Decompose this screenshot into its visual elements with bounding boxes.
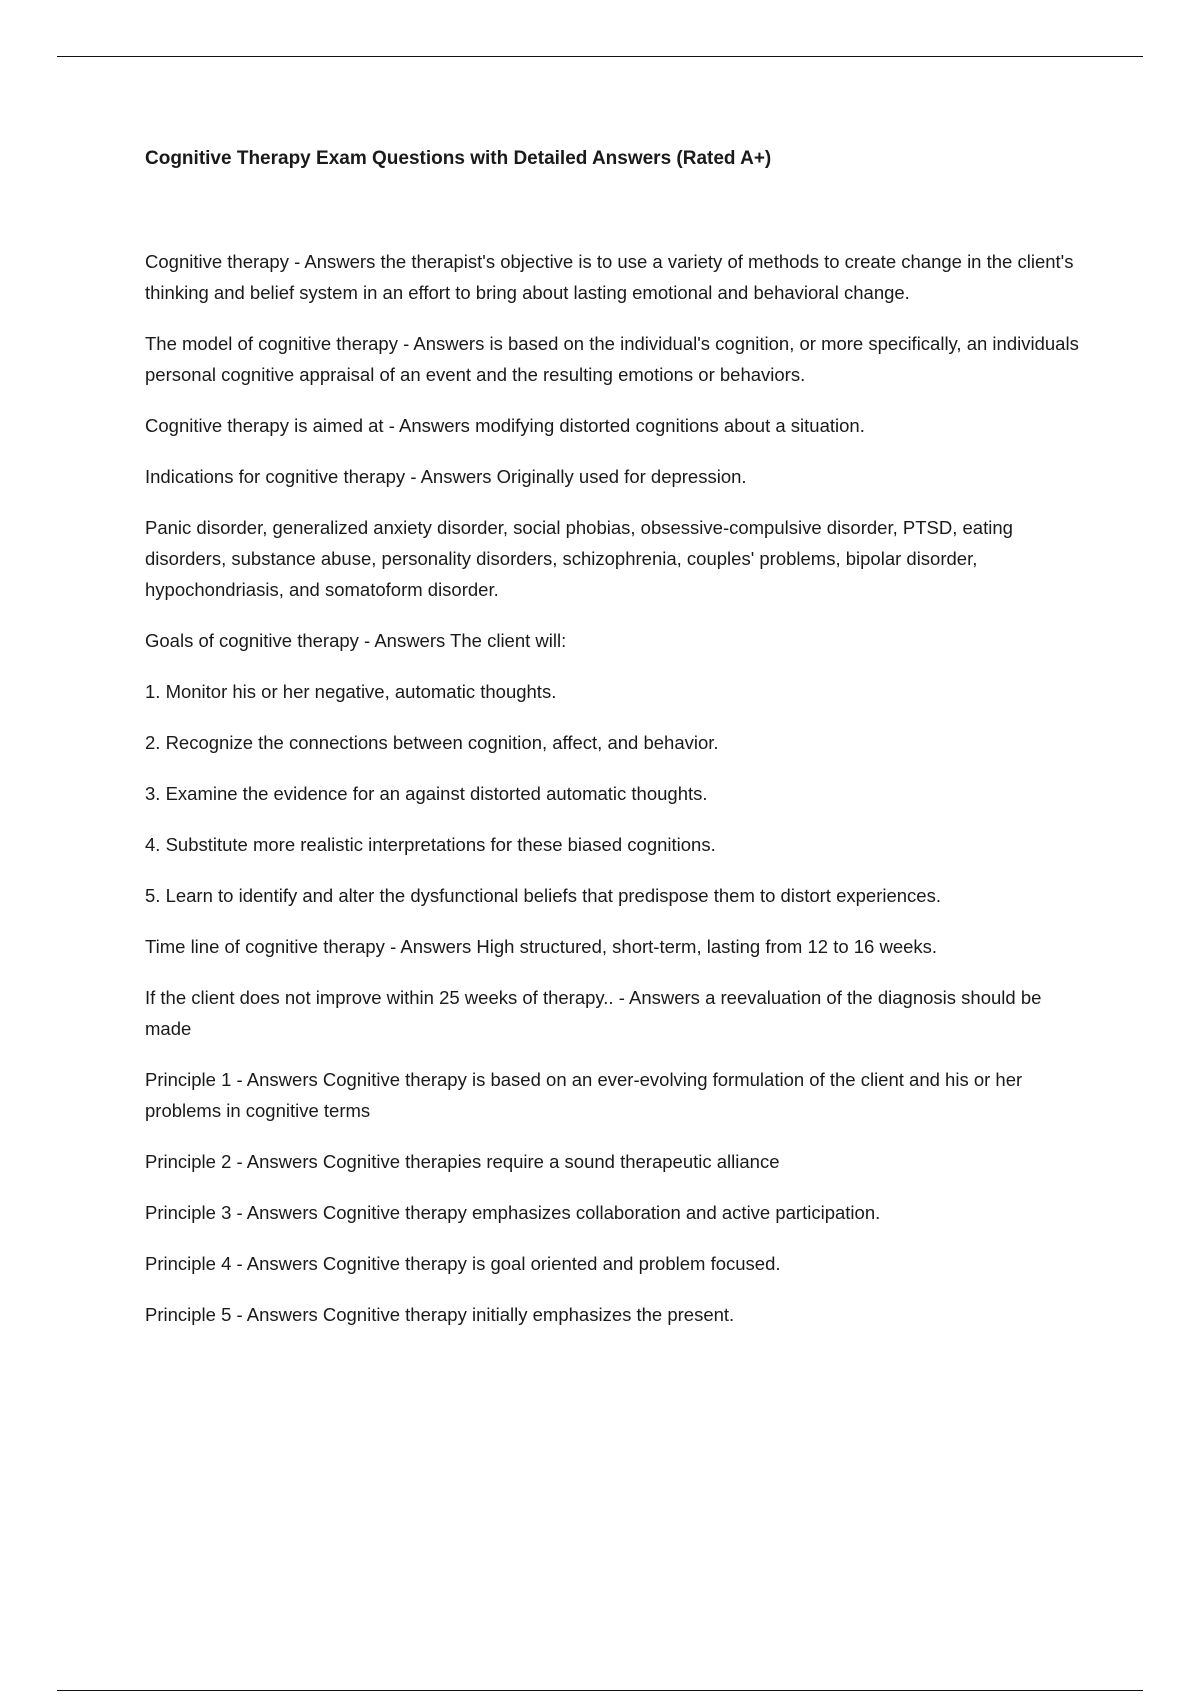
principle-1: Principle 1 - Answers Cognitive therapy is based on an ever-evolving formulation of the client and his or her problems in cognitive terms: [145, 1069, 1023, 1121]
principle-4: Principle 4 - Answers Cognitive therapy is goal oriented and problem focused.: [145, 1253, 781, 1274]
paragraph-time-line: Time line of cognitive therapy - Answers High structured, short-term, lasting from 12 to 16 weeks.: [145, 936, 938, 957]
goal-item-1: 1. Monitor his or her negative, automatic thoughts.: [145, 681, 557, 702]
paragraph-aimed-at: Cognitive therapy is aimed at - Answers modifying distorted cognitions about a situation.: [145, 415, 865, 436]
document-title: Cognitive Therapy Exam Questions with Detailed Answers (Rated A+): [145, 148, 772, 169]
document-body: [145, 246, 1085, 1350]
paragraph-goals: Goals of cognitive therapy - Answers The client will:: [145, 630, 567, 651]
goal-item-2: 2. Recognize the connections between cognition, affect, and behavior.: [145, 732, 719, 753]
paragraph-model: The model of cognitive therapy - Answers is based on the individual's cognition, or more specifically, an individuals personal cognitive appraisal of an event and the resulting emotions or behaviors.: [145, 333, 1079, 385]
top-rule: [57, 56, 1143, 57]
paragraph-indications: Indications for cognitive therapy - Answers Originally used for depression.: [145, 466, 747, 487]
principle-3: Principle 3 - Answers Cognitive therapy emphasizes collaboration and active participation.: [145, 1202, 881, 1223]
principle-2: Principle 2 - Answers Cognitive therapies require a sound therapeutic alliance: [145, 1151, 780, 1172]
bottom-rule: [57, 1690, 1143, 1691]
paragraph-reevaluation: If the client does not improve within 25 weeks of therapy.. - Answers a reevaluation of the diagnosis should be made: [145, 987, 1042, 1039]
goal-item-4: 4. Substitute more realistic interpretations for these biased cognitions.: [145, 834, 716, 855]
goal-item-3: 3. Examine the evidence for an against distorted automatic thoughts.: [145, 783, 708, 804]
paragraph-disorders-list: Panic disorder, generalized anxiety disorder, social phobias, obsessive-compulsive disorder, PTSD, eating disorders, substance abuse, personality disorders, schizophrenia, couples' problems, bipolar disorder, hypochondriasis, and somatoform disorder.: [145, 517, 1013, 600]
principle-5: Principle 5 - Answers Cognitive therapy initially emphasizes the present.: [145, 1304, 735, 1325]
paragraph-cognitive-therapy-definition: Cognitive therapy - Answers the therapist's objective is to use a variety of methods to create change in the client's thinking and belief system in an effort to bring about lasting emotional and behavioral change.: [145, 251, 1074, 303]
goal-item-5: 5. Learn to identify and alter the dysfunctional beliefs that predispose them to distort experiences.: [145, 885, 941, 906]
